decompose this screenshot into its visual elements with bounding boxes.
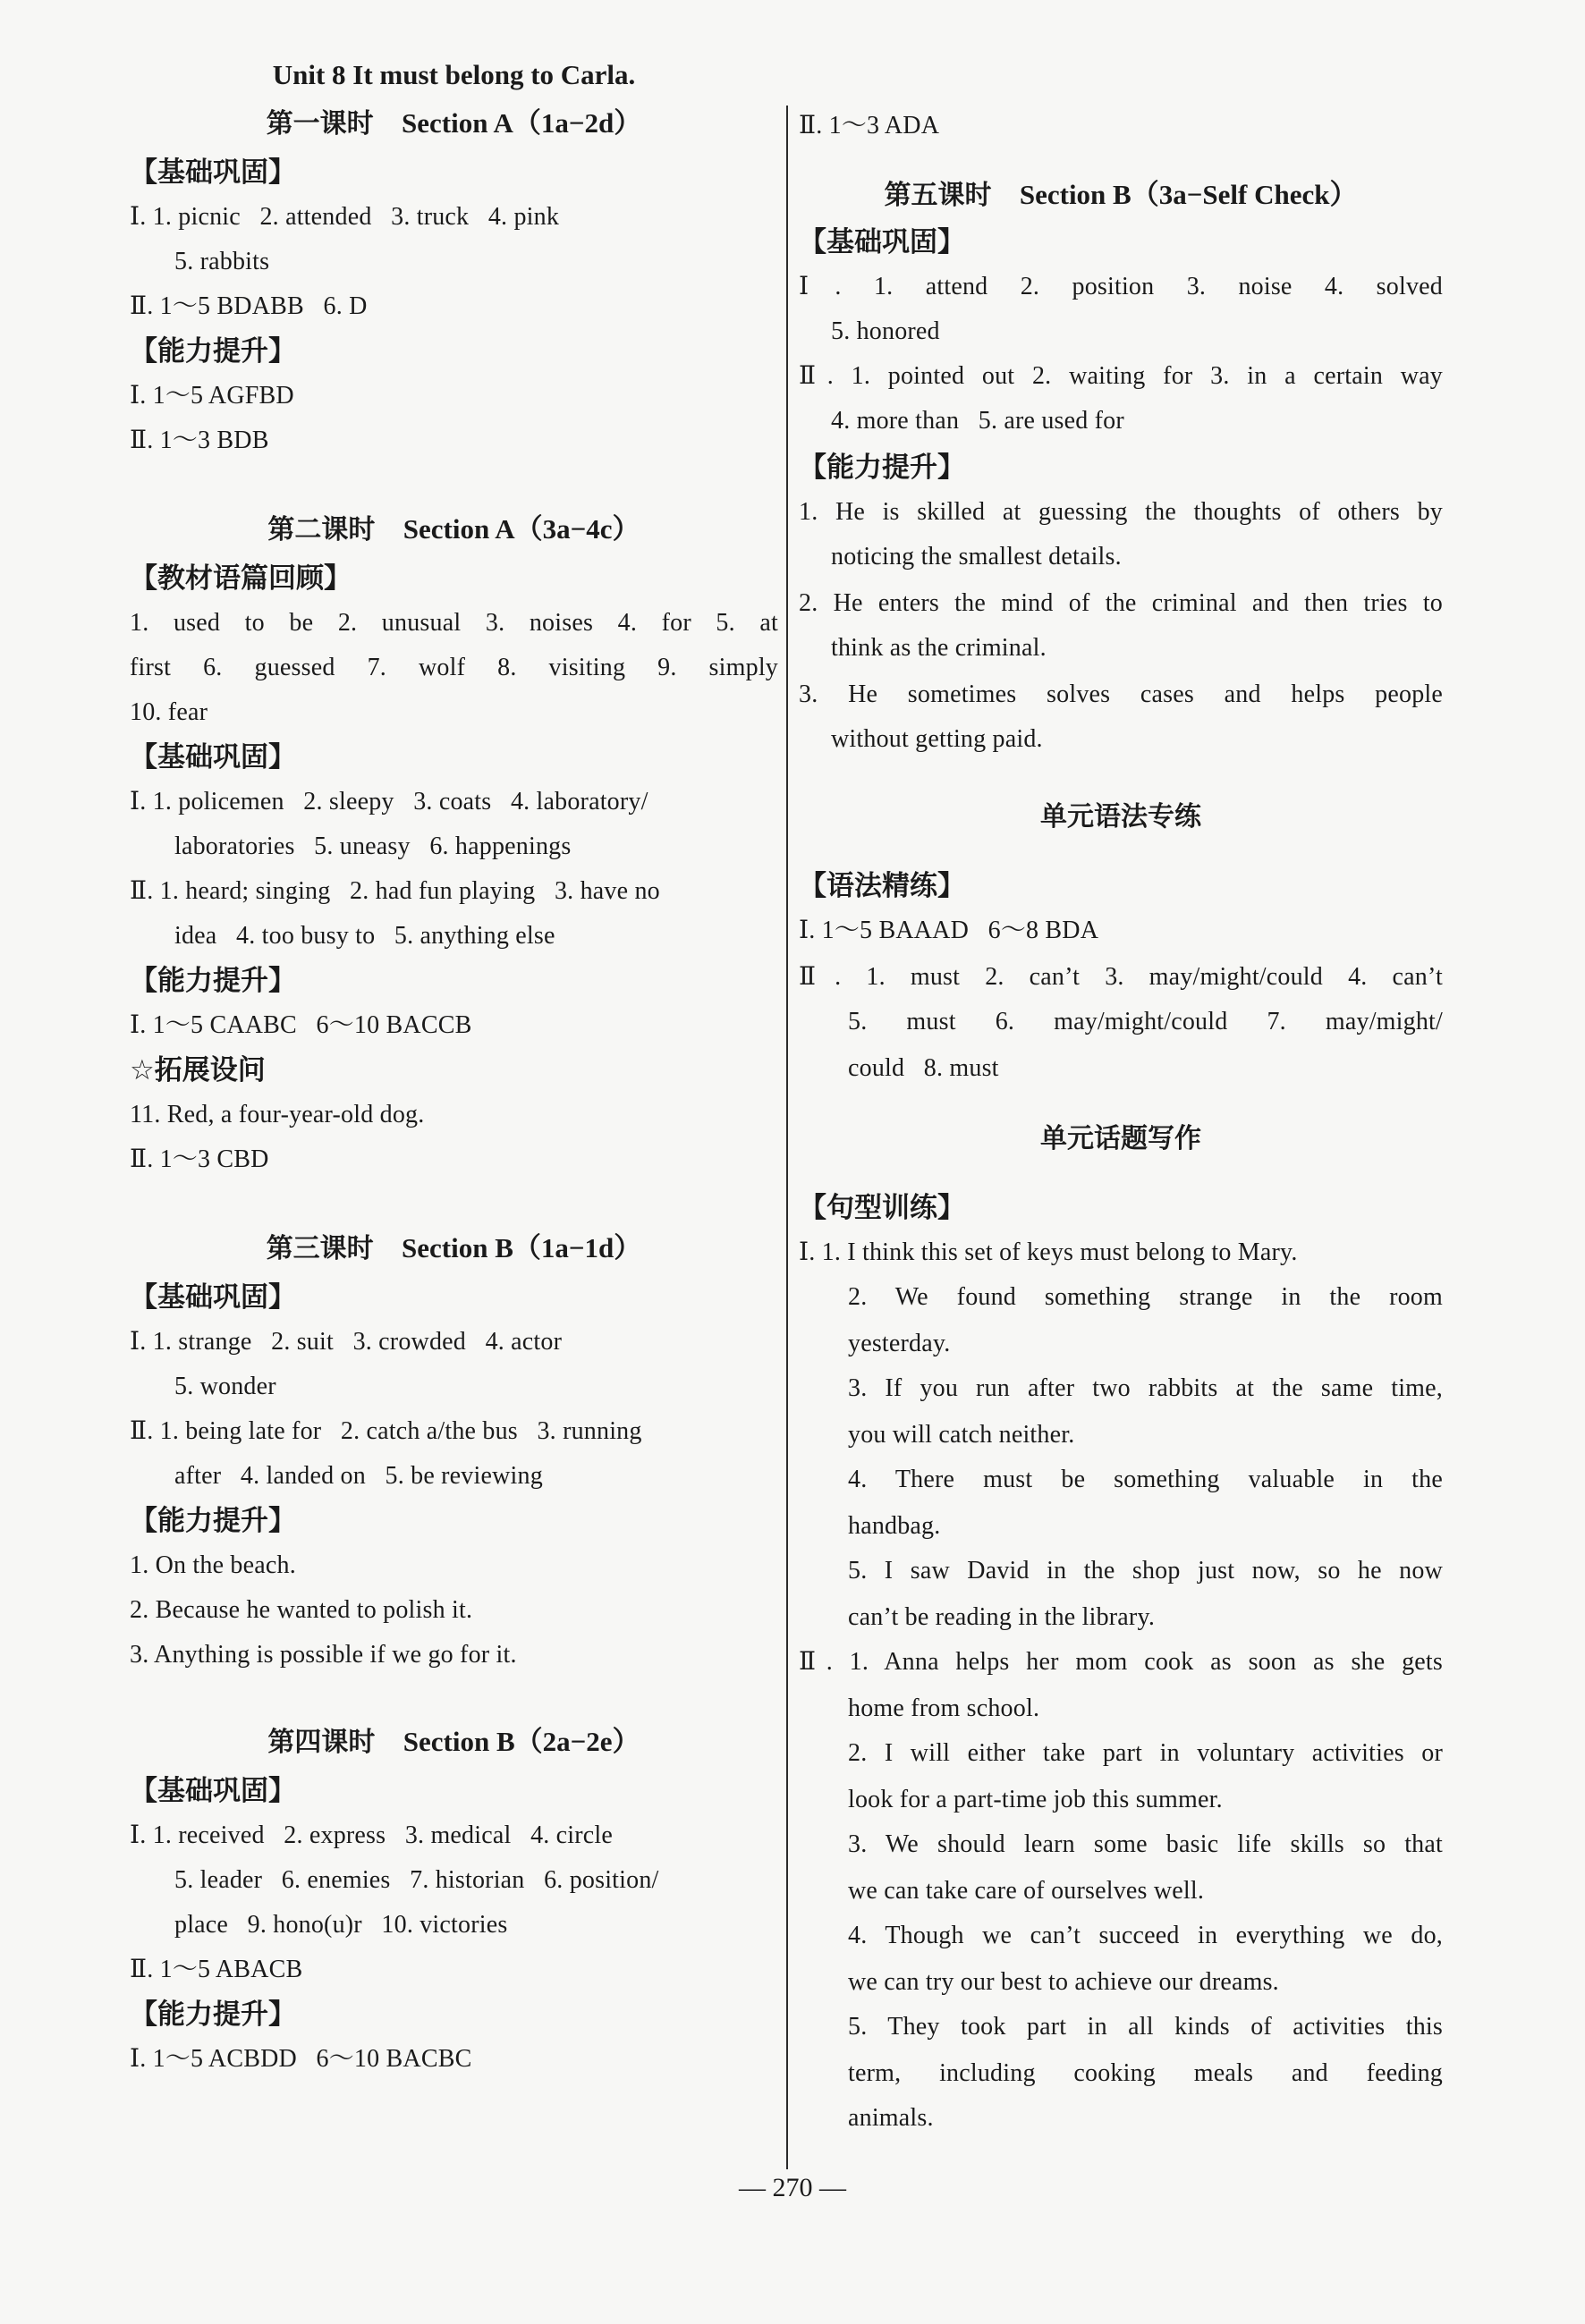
lesson-3-cn: 第三课时 [266,1233,374,1264]
answer-line: Ⅱ. 1～3 ADA [799,112,940,139]
answer-line: Ⅰ. 1～5 ACBDD 6～10 BACBC [130,2045,472,2073]
section-heading-jichu: 【基础巩固】 [799,226,965,258]
section-heading-writing: 【句型训练】 [799,1192,965,1224]
lesson-4-en: Section B（2a−2e） [403,1726,640,1757]
lesson-1-en: Section A（1a−2d） [402,107,642,139]
lesson-5-en: Section B（3a−Self Check） [1019,179,1358,210]
lesson-2-title [130,506,778,546]
answer-line: 5. must 6. may/might/could 7. may/might/ [848,1008,1443,1035]
answer-line: handbag. [848,1512,941,1540]
answer-line: 10. fear [130,698,208,726]
section-heading-jichu: 【基础巩固】 [130,156,296,189]
answer-line: idea 4. too busy to 5. anything else [174,922,555,950]
page-number: — 270 — [739,2173,846,2202]
answer-line: Ⅰ. 1～5 BAAAD 6～8 BDA [799,917,1099,944]
lesson-5-cn: 第五课时 [884,180,992,211]
section-heading-jichu: 【基础巩固】 [130,1775,296,1807]
answer-line: 5. leader 6. enemies 7. historian 6. position/ [174,1866,659,1894]
answer-line: Ⅰ. 1～5 CAABC 6～10 BACCB [130,1011,472,1039]
answer-line: 3. If you run after two rabbits at the same time, [848,1374,1443,1402]
answer-line: Ⅱ. 1～3 CBD [130,1145,269,1173]
lesson-4-title [130,1719,778,1759]
answer-line: we can try our best to achieve our dreams. [848,1968,1279,1996]
unit-title: Unit 8 It must belong to Carla. [272,59,636,90]
answer-line: Ⅰ. 1. picnic 2. attended 3. truck 4. pink [130,203,560,231]
answer-line: 5. I saw David in the shop just now, so he now [848,1557,1443,1585]
answer-line: Ⅱ. 1. Anna helps her mom cook as soon as she gets [799,1648,1443,1676]
answer-line: Ⅱ. 1. heard; singing 2. had fun playing 3. have no [130,877,660,905]
column-divider [786,106,788,2169]
answer-line: Ⅱ. 1. being late for 2. catch a/the bus 3. running [130,1417,642,1445]
answer-line: Ⅰ. 1. strange 2. suit 3. crowded 4. actor [130,1328,563,1356]
lesson-2-cn: 第二课时 [267,514,376,545]
answer-line: 4. Though we can’t succeed in everything we do, [848,1922,1443,1949]
section-heading-tuozhan: ☆拓展设问 [130,1054,266,1086]
section-heading-nengli: 【能力提升】 [130,335,296,368]
section-heading-jiaocai: 【教材语篇回顾】 [130,562,352,595]
answer-line: animals. [848,2104,934,2132]
lesson-3-en: Section B（1a−1d） [402,1232,642,1263]
answer-line: first 6. guessed 7. wolf 8. visiting 9. simply [130,654,778,681]
answer-line: after 4. landed on 5. be reviewing [174,1462,543,1490]
section-heading-nengli: 【能力提升】 [130,965,296,997]
answer-line: yesterday. [848,1330,951,1357]
answer-line: term, including cooking meals and feeding [848,2059,1443,2087]
lesson-1-title [130,100,778,140]
answer-line: 3. Anything is possible if we go for it. [130,1641,517,1669]
answer-line: 5. They took part in all kinds of activities this [848,2013,1443,2041]
answer-line: home from school. [848,1694,1040,1722]
answer-line: laboratories 5. uneasy 6. happenings [174,832,572,860]
answer-line: look for a part-time job this summer. [848,1786,1223,1813]
section-heading-nengli: 【能力提升】 [130,1505,296,1537]
answer-line: place 9. hono(u)r 10. victories [174,1911,508,1939]
answer-line: Ⅱ. 1～3 BDB [130,427,269,454]
answer-line: think as the criminal. [831,634,1047,662]
section-heading-nengli: 【能力提升】 [799,452,965,484]
answer-line: 2. I will either take part in voluntary activities or [848,1739,1443,1767]
answer-line: 5. rabbits [174,248,270,275]
answer-line: 1. used to be 2. unusual 3. noises 4. for 5. at [130,609,778,637]
grammar-title: 单元语法专练 [1040,801,1201,832]
answer-line: you will catch neither. [848,1421,1075,1449]
answer-line: 3. We should learn some basic life skills so that [848,1830,1443,1858]
answer-line: 1. On the beach. [130,1551,296,1579]
answer-line: Ⅰ. 1. I think this set of keys must belong to Mary. [799,1238,1298,1266]
lesson-5-title [799,172,1443,212]
writing-title: 单元话题写作 [1040,1123,1201,1154]
answer-line: Ⅰ. 1～5 AGFBD [130,382,294,410]
answer-line: 2. He enters the mind of the criminal and then tries to [799,589,1443,617]
answer-line: we can take care of ourselves well. [848,1877,1205,1905]
lesson-3-title [130,1225,778,1265]
answer-line: Ⅰ. 1. received 2. express 3. medical 4. circle [130,1821,614,1849]
lesson-1-cn: 第一课时 [266,108,374,139]
answer-line: 11. Red, a four-year-old dog. [130,1101,425,1128]
answer-line: can’t be reading in the library. [848,1603,1156,1631]
answer-line: Ⅱ. 1. pointed out 2. waiting for 3. in a certain way [799,362,1443,390]
answer-line: without getting paid. [831,725,1043,753]
answer-line: noticing the smallest details. [831,543,1122,570]
lesson-4-cn: 第四课时 [267,1727,376,1758]
section-heading-jichu: 【基础巩固】 [130,741,296,773]
answer-line: 5. wonder [174,1373,276,1400]
answer-line: Ⅱ. 1. must 2. can’t 3. may/might/could 4. can’t [799,963,1443,991]
section-heading-grammar: 【语法精练】 [799,870,965,902]
answer-line: Ⅰ. 1. attend 2. position 3. noise 4. solved [799,273,1443,300]
answer-line: 1. He is skilled at guessing the thoughts of others by [799,498,1443,526]
answer-line: 4. There must be something valuable in the [848,1466,1443,1493]
answer-line: could 8. must [848,1054,999,1082]
lesson-2-en: Section A（3a−4c） [403,513,640,545]
section-heading-nengli: 【能力提升】 [130,1999,296,2031]
section-heading-jichu: 【基础巩固】 [130,1281,296,1314]
answer-line: Ⅱ. 1～5 ABACB [130,1956,303,1983]
answer-line: Ⅰ. 1. policemen 2. sleepy 3. coats 4. laboratory/ [130,788,648,816]
answer-line: Ⅱ. 1～5 BDABB 6. D [130,292,368,320]
answer-line: 2. We found something strange in the room [848,1283,1443,1311]
answer-line: 2. Because he wanted to polish it. [130,1596,473,1624]
answer-line: 3. He sometimes solves cases and helps people [799,680,1443,708]
answer-line: 4. more than 5. are used for [831,407,1124,435]
answer-line: 5. honored [831,317,940,345]
